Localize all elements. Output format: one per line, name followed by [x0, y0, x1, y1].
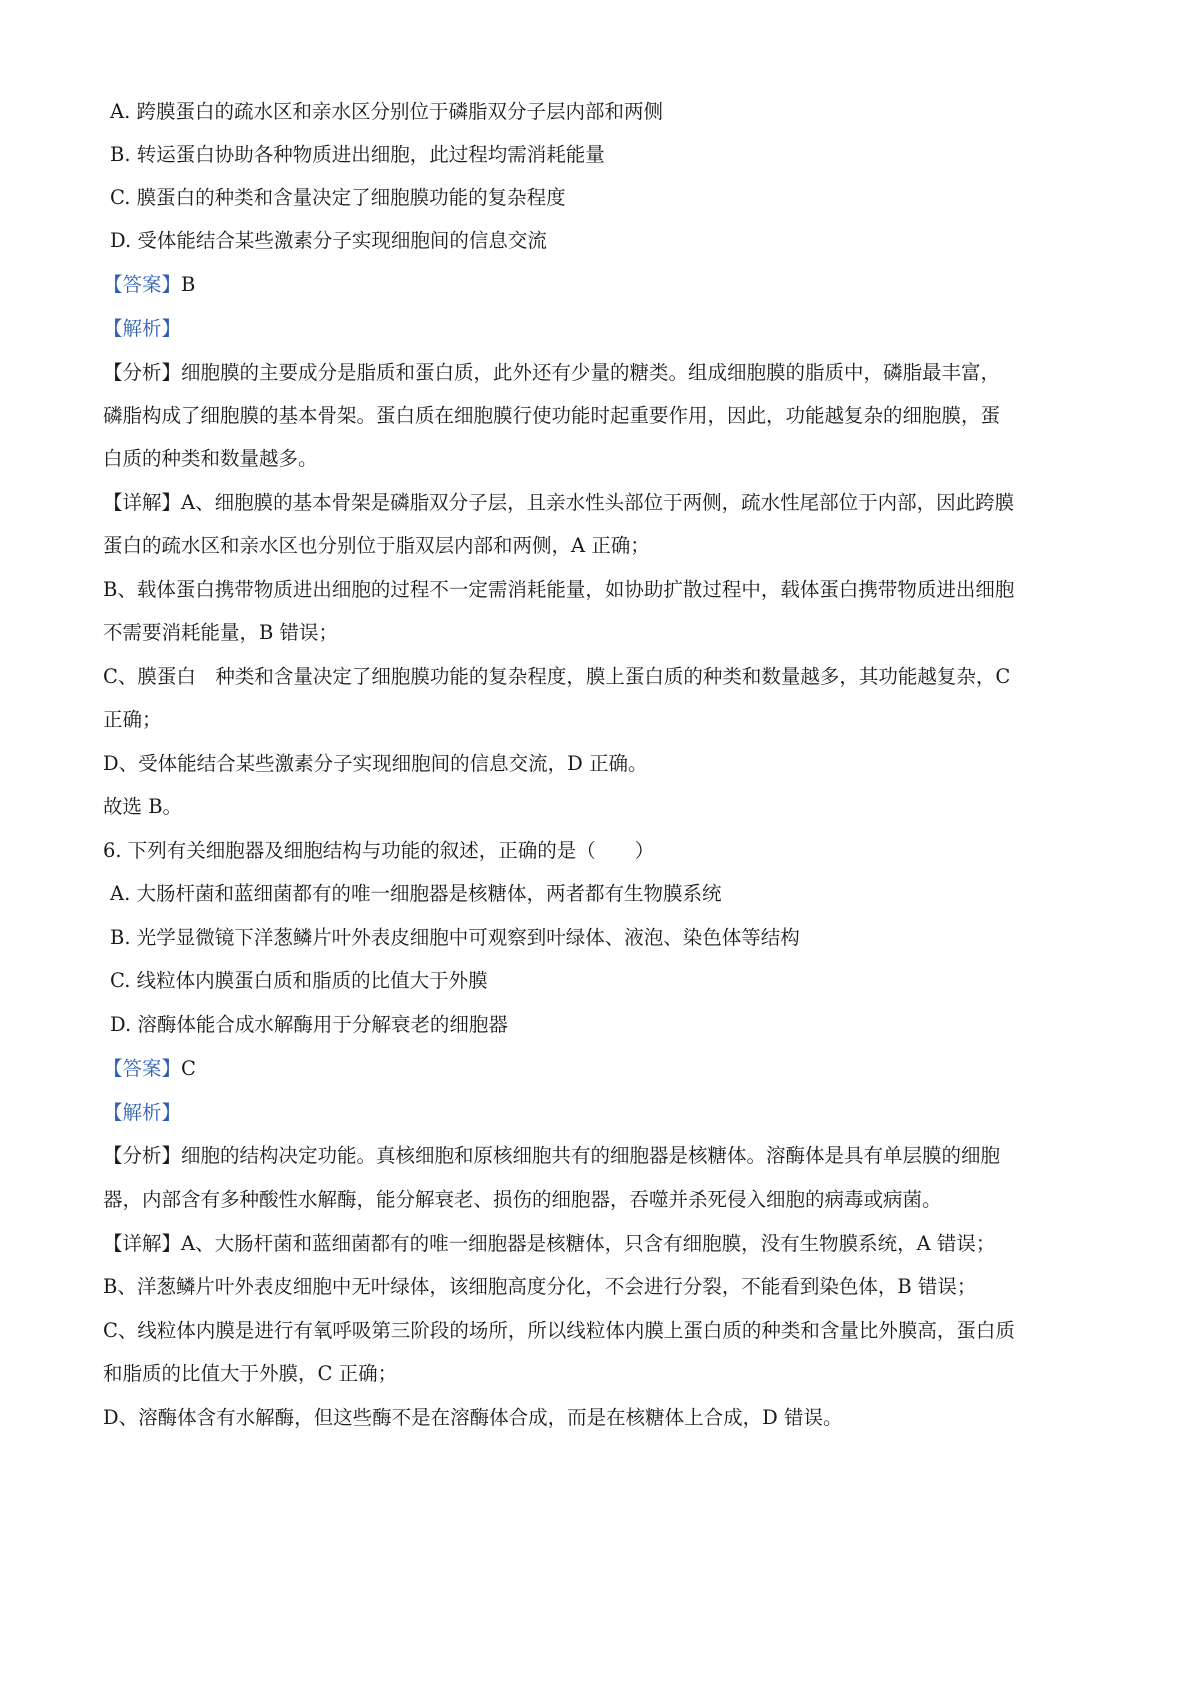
q6-detail-line-1 [103, 1228, 995, 1256]
q6-stem: 6. 下列有关细胞器及细胞结构与功能的叙述，正确的是（ ） [103, 839, 655, 862]
q6-detail-line-5: D、溶酶体含有水解酶，但这些酶不是在溶酶体合成，而是在核糖体上合成，D 错误。 [103, 1406, 843, 1429]
fenxi-text: 细胞的结构决定功能。真核细胞和原核细胞共有的细胞器是核糖体。溶酶体是具有单层膜的细胞 [181, 1144, 1001, 1167]
fenxi-tag: 【分析】 [103, 1144, 182, 1167]
q5-fenxi-line-2: 磷脂构成了细胞膜的基本骨架。蛋白质在细胞膜行使功能时起重要作用，因此，功能越复杂的细胞膜，蛋 [103, 404, 1001, 427]
answer-tag: 【答案】 [103, 273, 182, 296]
q5-detail-line-6: 正确； [103, 708, 162, 731]
q6-option-b: B. 光学显微镜下洋葱鳞片叶外表皮细胞中可观察到叶绿体、液泡、染色体等结构 [110, 926, 800, 949]
q6-detail-line-3: C、线粒体内膜是进行有氧呼吸第三阶段的场所，所以线粒体内膜上蛋白质的种类和含量比外膜高，蛋白质 [103, 1319, 1015, 1342]
q5-fenxi-line-3: 白质的种类和数量越多。 [103, 447, 318, 470]
q5-detail-line-1 [103, 487, 1014, 515]
q6-option-a: A. 大肠杆菌和蓝细菌都有的唯一细胞器是核糖体，两者都有生物膜系统 [110, 882, 722, 905]
answer-value: B [181, 273, 196, 296]
q5-option-d: D. 受体能结合某些激素分子实现细胞间的信息交流 [110, 229, 547, 252]
q6-option-d: D. 溶酶体能合成水解酶用于分解衰老的细胞器 [110, 1013, 508, 1036]
fenxi-tag: 【分析】 [103, 361, 182, 384]
q5-fenxi-line-1 [103, 357, 1000, 385]
detail-text: A、大肠杆菌和蓝细菌都有的唯一细胞器是核糖体，只含有细胞膜，没有生物膜系统，A 错误； [181, 1232, 996, 1255]
detail-tag: 【详解】 [103, 1232, 182, 1255]
q5-detail-line-7: D、受体能结合某些激素分子实现细胞间的信息交流，D 正确。 [103, 752, 648, 775]
answer-value: C [181, 1057, 196, 1080]
fenxi-text: 细胞膜的主要成分是脂质和蛋白质，此外还有少量的糖类。组成细胞膜的脂质中，磷脂最丰富， [181, 361, 1001, 384]
q5-option-a: A. 跨膜蛋白的疏水区和亲水区分别位于磷脂双分子层内部和两侧 [110, 100, 663, 123]
q5-option-c: C. 膜蛋白的种类和含量决定了细胞膜功能的复杂程度 [110, 186, 566, 209]
q5-analysis-tag: 【解析】 [103, 317, 182, 340]
q6-option-c: C. 线粒体内膜蛋白质和脂质的比值大于外膜 [110, 969, 488, 992]
q6-answer [103, 1053, 196, 1081]
q5-option-b: B. 转运蛋白协助各种物质进出细胞，此过程均需消耗能量 [110, 143, 605, 166]
q5-detail-line-3: B、载体蛋白携带物质进出细胞的过程不一定需消耗能量，如协助扩散过程中，载体蛋白携带物质进出细胞 [103, 578, 1015, 601]
answer-tag: 【答案】 [103, 1057, 182, 1080]
q6-fenxi-line-2: 器，内部含有多种酸性水解酶，能分解衰老、损伤的细胞器，吞噬并杀死侵入细胞的病毒或病菌。 [103, 1188, 942, 1211]
q5-detail-line-8: 故选 B。 [103, 795, 183, 818]
detail-text: A、细胞膜的基本骨架是磷脂双分子层，且亲水性头部位于两侧，疏水性尾部位于内部，因此跨膜 [181, 491, 1015, 514]
q6-detail-line-4: 和脂质的比值大于外膜，C 正确； [103, 1362, 398, 1385]
q5-detail-line-4: 不需要消耗能量，B 错误； [103, 621, 339, 644]
q6-detail-line-2: B、洋葱鳞片叶外表皮细胞中无叶绿体，该细胞高度分化，不会进行分裂，不能看到染色体，B 错误； [103, 1275, 977, 1298]
q5-answer [103, 269, 195, 297]
q6-fenxi-line-1 [103, 1140, 1000, 1168]
detail-tag: 【详解】 [103, 491, 182, 514]
q5-detail-line-5: C、膜蛋白 种类和含量决定了细胞膜功能的复杂程度，膜上蛋白质的种类和数量越多，其功能越复杂，C [103, 665, 1011, 688]
q5-detail-line-2: 蛋白的疏水区和亲水区也分别位于脂双层内部和两侧，A 正确； [103, 534, 650, 557]
q6-analysis-tag: 【解析】 [103, 1101, 182, 1124]
